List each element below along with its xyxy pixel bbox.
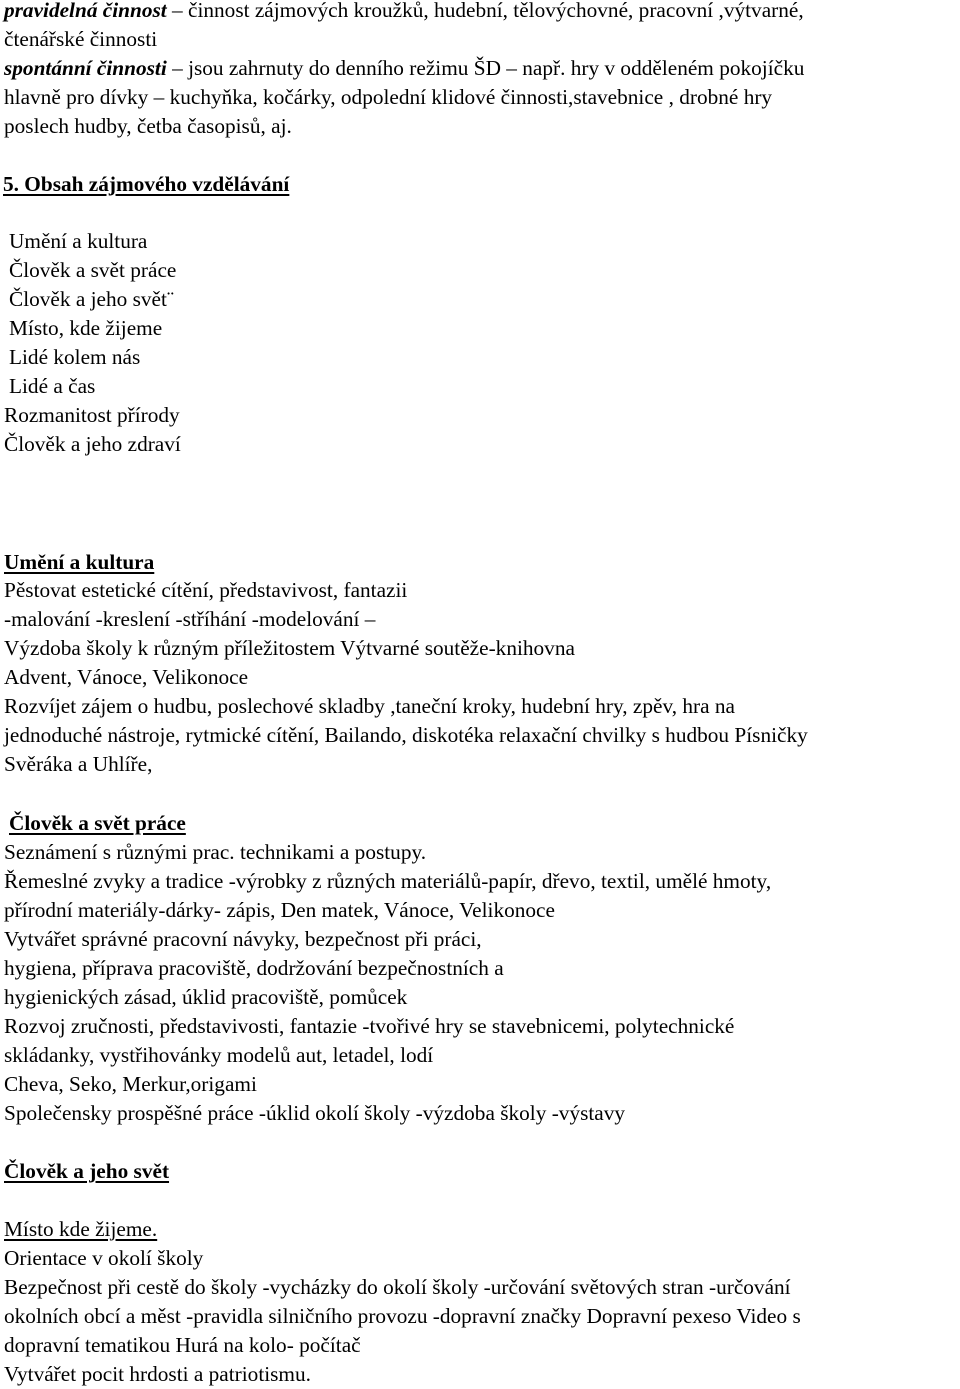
umeni-line: Svěráka a Uhlíře,: [4, 752, 153, 776]
svet-line: Bezpečnost při cestě do školy -vycházky do okolí školy -určování světových stran -určování: [4, 1275, 791, 1299]
section-heading: 5. Obsah zájmového vzdělávání: [3, 172, 290, 196]
intro-text: – jsou zahrnuty do denního režimu ŠD – např. hry v odděleném pokojíčku: [172, 56, 805, 80]
intro-term-spontaneous: spontánní činnosti: [4, 56, 167, 80]
svet-line: okolních obcí a měst -pravidla silničního provozu -dopravní značky Dopravní pexeso Video s: [4, 1304, 801, 1328]
prace-line: Vytvářet správné pracovní návyky, bezpečnost při práci,: [4, 927, 482, 951]
umeni-heading: Umění a kultura: [4, 550, 155, 574]
svet-line: Vytvářet pocit hrdosti a patriotismu.: [4, 1362, 311, 1386]
prace-line: Seznámení s různými prac. technikami a postupy.: [4, 840, 427, 864]
svet-subheading: Místo kde žijeme.: [4, 1217, 158, 1241]
svet-line: dopravní tematikou Hurá na kolo- počítač: [4, 1333, 361, 1357]
intro-line-2: čtenářské činnosti: [4, 27, 158, 51]
prace-line: hygiena, příprava pracoviště, dodržování bezpečnostních a: [4, 956, 504, 980]
prace-heading: Člověk a svět práce: [9, 811, 186, 835]
umeni-line: Výzdoba školy k různým příležitostem Výtvarné soutěže-knihovna: [4, 636, 575, 660]
prace-line: Řemeslné zvyky a tradice -výrobky z různých materiálů-papír, dřevo, textil, umělé hmoty,: [4, 869, 772, 893]
prace-line: Společensky prospěšné práce -úklid okolí školy -výzdoba školy -výstavy: [4, 1101, 626, 1125]
prace-line: přírodní materiály-dárky- zápis, Den matek, Vánoce, Velikonoce: [4, 898, 555, 922]
intro-text: – činnost zájmových kroužků, hudební, tělovýchovné, pracovní ,výtvarné,: [172, 0, 804, 22]
intro-line-4: hlavně pro dívky – kuchyňka, kočárky, odpolední klidové činnosti,stavebnice , drobné hry: [4, 85, 773, 109]
topic-item: Lidé a čas: [9, 374, 96, 398]
prace-line: Cheva, Seko, Merkur,origami: [4, 1072, 257, 1096]
svet-heading: Člověk a jeho svět: [4, 1159, 170, 1183]
topic-item: Člověk a svět práce: [9, 258, 177, 282]
prace-line: hygienických zásad, úklid pracoviště, pomůcek: [4, 985, 408, 1009]
intro-term-regular: pravidelná činnost: [4, 0, 167, 22]
topic-item: Místo, kde žijeme: [9, 316, 163, 340]
prace-line: skládanky, vystřihovánky modelů aut, letadel, lodí: [4, 1043, 434, 1067]
topic-item: Umění a kultura: [9, 229, 148, 253]
umeni-line: Advent, Vánoce, Velikonoce: [4, 665, 249, 689]
prace-line: Rozvoj zručnosti, představivosti, fantazie -tvořivé hry se stavebnicemi, polytechnické: [4, 1014, 735, 1038]
umeni-line: -malování -kreslení -stříhání -modelování –: [4, 607, 376, 631]
topic-item: Člověk a jeho svět¨: [9, 287, 175, 311]
topic-item: Člověk a jeho zdraví: [4, 432, 181, 456]
intro-line-1: [4, 0, 804, 25]
umeni-line: Pěstovat estetické cítění, představivost, fantazii: [4, 578, 408, 602]
svet-line: Orientace v okolí školy: [4, 1246, 204, 1270]
topic-item: Rozmanitost přírody: [4, 403, 180, 427]
intro-line-5: poslech hudby, četba časopisů, aj.: [4, 114, 292, 138]
topic-item: Lidé kolem nás: [9, 345, 141, 369]
intro-line-3: [4, 54, 804, 83]
umeni-line: Rozvíjet zájem o hudbu, poslechové skladby ,taneční kroky, hudební hry, zpěv, hra na: [4, 694, 735, 718]
umeni-line: jednoduché nástroje, rytmické cítění, Bailando, diskotéka relaxační chvilky s hudbou Písničky: [4, 723, 808, 747]
